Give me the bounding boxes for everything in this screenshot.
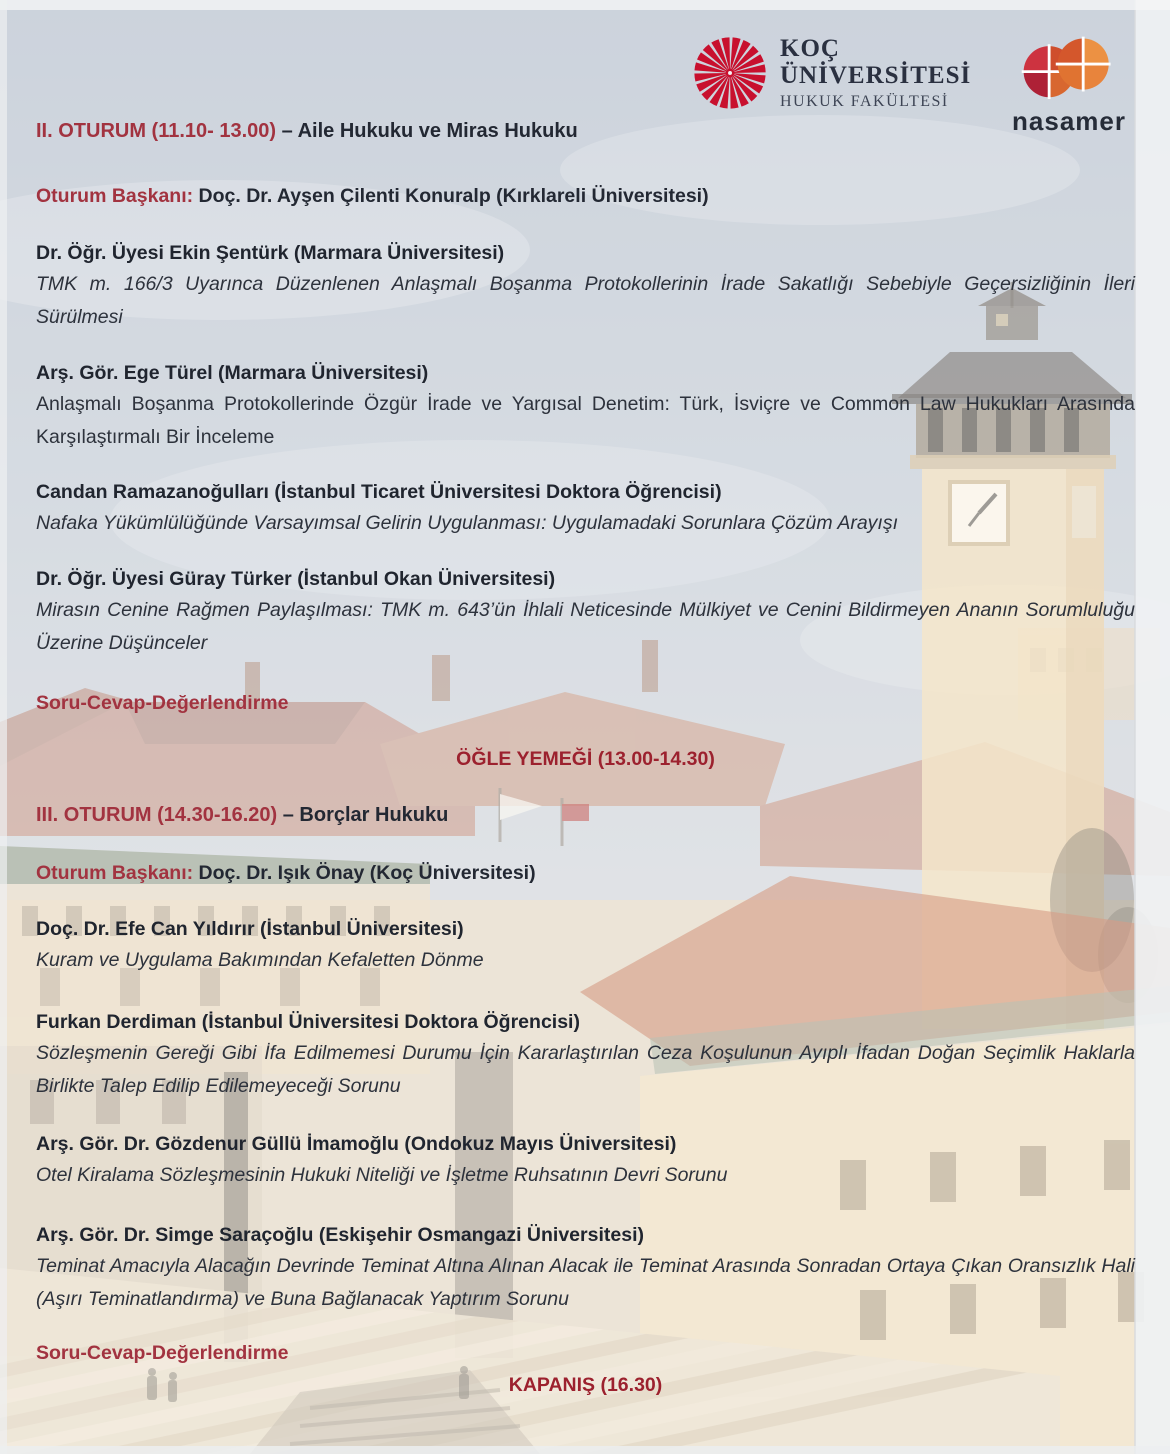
talk bbox=[36, 360, 1135, 454]
nasamer-logo-label: nasamer bbox=[1012, 106, 1126, 136]
session-3-qa-line: Soru-Cevap-Değerlendirme bbox=[36, 1342, 289, 1364]
speaker-name: Arş. Gör. Ege Türel (Marmara Üniversitesi) bbox=[36, 362, 429, 384]
talk-topic: TMK m. 166/3 Uyarınca Düzenlenen Anlaşmalı Boşanma Protokollerinin İrade Sakatlığı Sebebiyle Geçersizliğinin İleri Sürülmesi bbox=[36, 273, 1135, 328]
talk bbox=[36, 916, 1135, 977]
chair-label: Oturum Başkanı: bbox=[36, 185, 194, 207]
chair-name: Doç. Dr. Ayşen Çilenti Konuralp (Kırklareli Üniversitesi) bbox=[198, 185, 709, 207]
talk bbox=[36, 1131, 1135, 1192]
speaker-name: Doç. Dr. Efe Can Yıldırır (İstanbul Üniversitesi) bbox=[36, 918, 464, 940]
session-2-time-title: II. OTURUM (11.10- 13.00) bbox=[36, 120, 277, 142]
nasamer-logo bbox=[1005, 24, 1133, 134]
session-3-time-title: III. OTURUM (14.30-16.20) bbox=[36, 804, 278, 826]
speaker-name: Dr. Öğr. Üyesi Güray Türker (İstanbul Okan Üniversitesi) bbox=[36, 568, 556, 590]
speaker-name: Arş. Gör. Dr. Simge Saraçoğlu (Eskişehir Osmangazi Üniversitesi) bbox=[36, 1224, 644, 1246]
chair-label: Oturum Başkanı: bbox=[36, 862, 194, 884]
session-2-chair-line bbox=[36, 183, 1135, 209]
koc-logo-word1: KOÇ bbox=[780, 35, 840, 62]
koc-university-logo-emblem bbox=[690, 30, 772, 112]
session-3-chair-line bbox=[36, 860, 1135, 886]
talk-topic: Sözleşmenin Gereği Gibi İfa Edilmemesi Durumu İçin Kararlaştırılan Ceza Koşulunun Ayıplı İfadan Doğan Seçimlik Haklarla Birlikte Talep Edilip Edilemeyeceği Sorunu bbox=[36, 1042, 1135, 1097]
talk-topic: Nafaka Yükümlülüğünde Varsayımsal Gelirin Uygulanması: Uygulamadaki Sorunlara Çözüm Arayışı bbox=[36, 512, 898, 534]
speaker-name: Arş. Gör. Dr. Gözdenur Güllü İmamoğlu (Ondokuz Mayıs Üniversitesi) bbox=[36, 1133, 677, 1155]
talk bbox=[36, 1009, 1135, 1103]
session-2-heading bbox=[36, 118, 1135, 144]
nasamer-logo-mark bbox=[1017, 24, 1121, 106]
talk bbox=[36, 240, 1135, 334]
speaker-name: Candan Ramazanoğulları (İstanbul Ticaret Üniversitesi Doktora Öğrencisi) bbox=[36, 481, 722, 503]
talk bbox=[36, 479, 1135, 540]
session-3-heading bbox=[36, 802, 1135, 828]
lunch-break-line: ÖĞLE YEMEĞİ (13.00-14.30) bbox=[456, 748, 715, 770]
talk-topic: Teminat Amacıyla Alacağın Devrinde Teminat Altına Alınan Alacak ile Teminat Arasında Sonradan Ortaya Çıkan Oransızlık Hali (Aşırı Teminatlandırma) ve Buna Bağlanacak Yaptırım Sorunu bbox=[36, 1255, 1135, 1310]
speaker-name: Furkan Derdiman (İstanbul Üniversitesi Doktora Öğrencisi) bbox=[36, 1011, 580, 1033]
speaker-name: Dr. Öğr. Üyesi Ekin Şentürk (Marmara Üniversitesi) bbox=[36, 242, 505, 264]
talk-topic: Otel Kiralama Sözleşmesinin Hukuki Niteliği ve İşletme Ruhsatının Devri Sorunu bbox=[36, 1164, 728, 1186]
koc-logo-faculty: HUKUK FAKÜLTESİ bbox=[780, 93, 949, 110]
koc-logo-word2: ÜNİVERSİTESİ bbox=[780, 62, 972, 89]
chair-name: Doç. Dr. Işık Önay (Koç Üniversitesi) bbox=[198, 862, 536, 884]
talk-topic: Mirasın Cenine Rağmen Paylaşılması: TMK m. 643’ün İhlali Neticesinde Mülkiyet ve Cenini Bildirmeyen Ananın Sorumluluğu Üzerine Düşünceler bbox=[36, 599, 1135, 654]
session-2-qa-line: Soru-Cevap-Değerlendirme bbox=[36, 692, 289, 714]
session-3-subject: – Borçlar Hukuku bbox=[282, 804, 449, 826]
talk bbox=[36, 566, 1135, 660]
koc-university-logo-wordmark bbox=[780, 36, 971, 113]
session-2-subject: – Aile Hukuku ve Miras Hukuku bbox=[281, 120, 578, 142]
closing-line: KAPANIŞ (16.30) bbox=[508, 1374, 663, 1396]
talk-topic: Kuram ve Uygulama Bakımından Kefaletten Dönme bbox=[36, 949, 484, 971]
talk bbox=[36, 1222, 1135, 1316]
talk-topic: Anlaşmalı Boşanma Protokollerinde Özgür İrade ve Yargısal Denetim: Türk, İsviçre ve Common Law Hukukları Arasında Karşılaştırmalı Bir İnceleme bbox=[36, 393, 1135, 448]
